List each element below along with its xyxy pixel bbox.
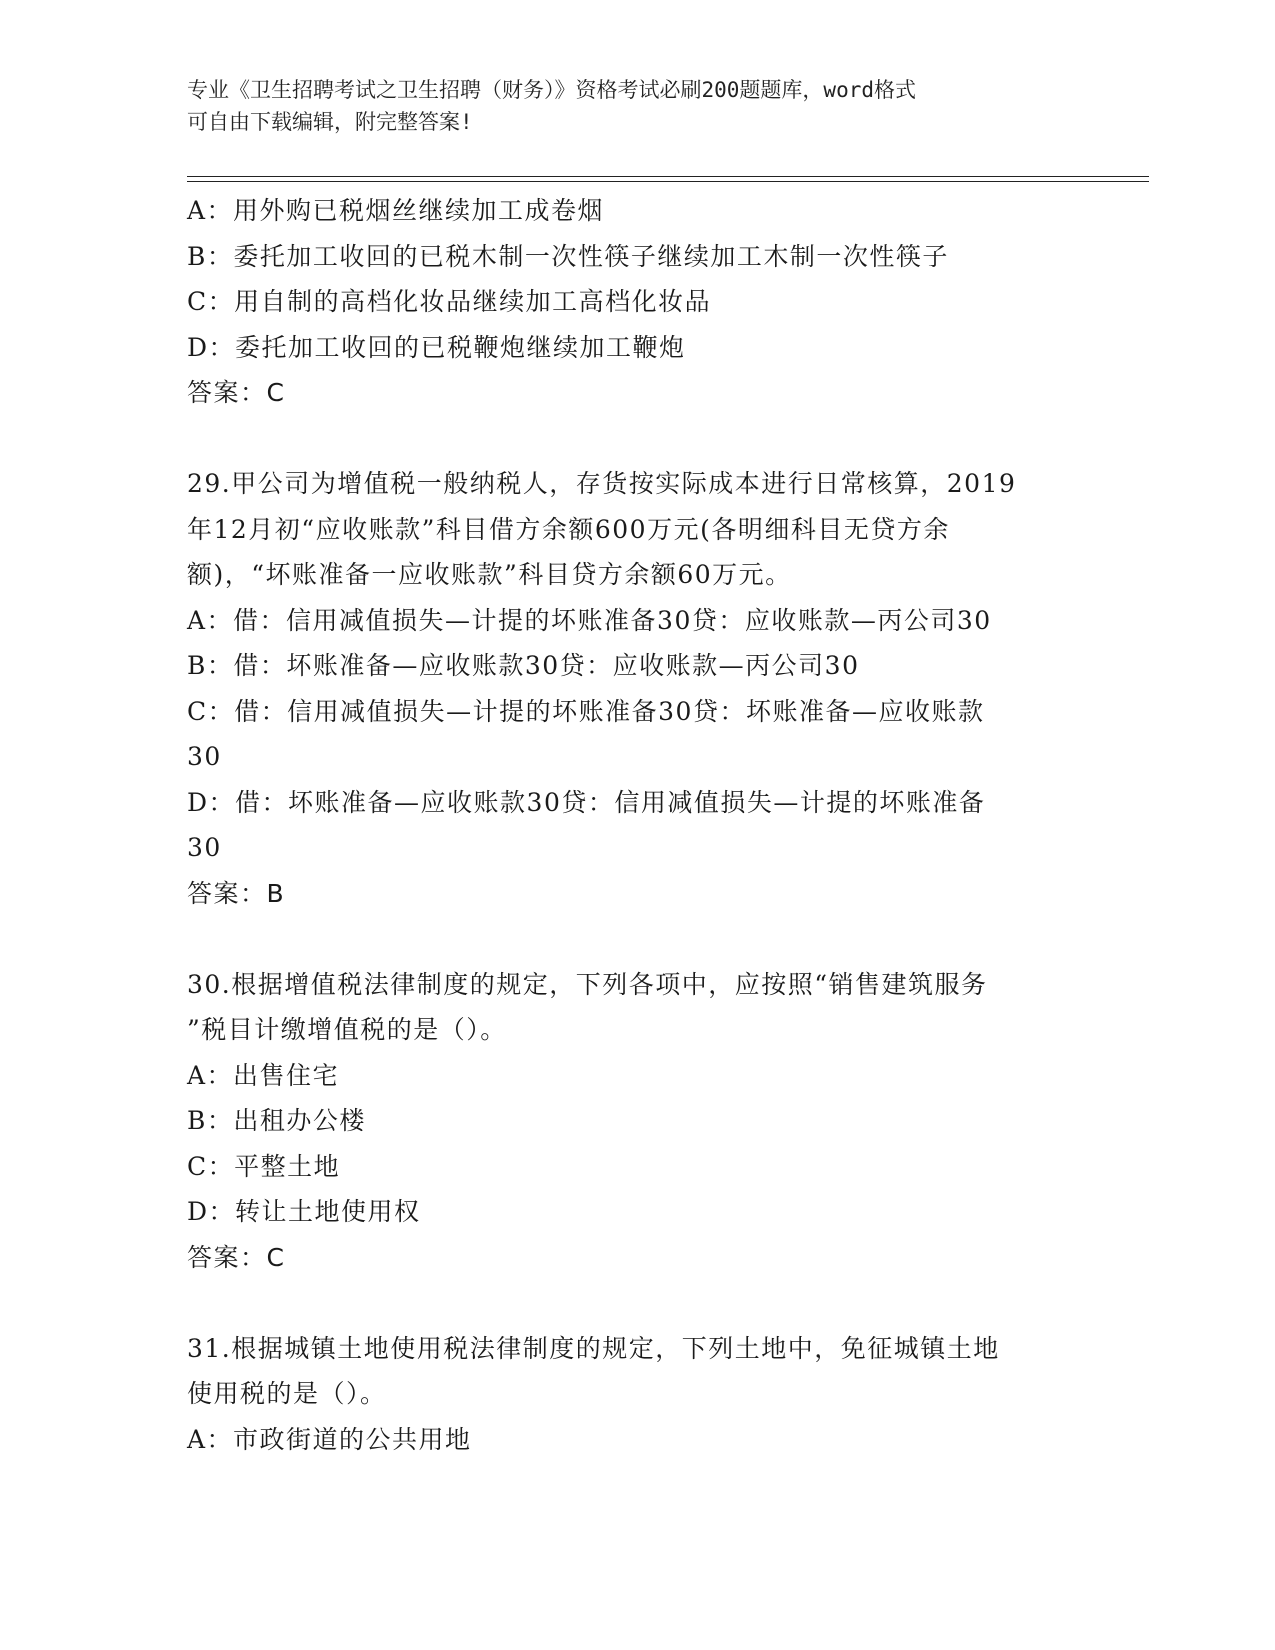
option-a: A：市政街道的公共用地 xyxy=(187,1424,472,1454)
question-31 xyxy=(187,1326,1087,1463)
question-30 xyxy=(187,962,1087,1281)
option-d: D：委托加工收回的已税鞭炮继续加工鞭炮 xyxy=(187,332,686,362)
spacer xyxy=(187,1280,1087,1326)
option-d-continued: 30 xyxy=(187,833,222,862)
question-stem: 使用税的是（）。 xyxy=(187,1379,387,1408)
option-a: A：借：信用减值损失—计提的坏账准备30贷：应收账款—丙公司30 xyxy=(187,605,992,635)
question-28 xyxy=(187,188,1087,416)
question-stem: 年12月初“应收账款”科目借方余额600万元(各明细科目无贷方余 xyxy=(187,514,950,544)
spacer xyxy=(187,916,1087,962)
option-b: B：借：坏账准备—应收账款30贷：应收账款—丙公司30 xyxy=(187,651,860,680)
header-rule-bottom xyxy=(187,181,1149,182)
option-d: D：转让土地使用权 xyxy=(187,1197,421,1226)
option-c: C：借：信用减值损失—计提的坏账准备30贷：坏账准备—应收账款 xyxy=(187,696,985,726)
option-c: C：平整土地 xyxy=(187,1151,341,1181)
question-stem: 30.根据增值税法律制度的规定，下列各项中，应按照“销售建筑服务 xyxy=(187,969,988,999)
option-d: D：借：坏账准备—应收账款30贷：信用减值损失—计提的坏账准备 xyxy=(187,787,986,817)
option-c: C：用自制的高档化妆品继续加工高档化妆品 xyxy=(187,287,712,316)
option-c-continued: 30 xyxy=(187,742,222,771)
header-line-2: 可自由下载编辑，附完整答案! xyxy=(187,110,473,134)
question-stem: 31.根据城镇土地使用税法律制度的规定，下列土地中，免征城镇土地 xyxy=(187,1333,1000,1363)
option-b: B：出租办公楼 xyxy=(187,1106,366,1135)
document-header xyxy=(187,74,1067,138)
question-stem: 29.甲公司为增值税一般纳税人，存货按实际成本进行日常核算，2019 xyxy=(187,469,1017,498)
question-29 xyxy=(187,461,1087,916)
answer: 答案：C xyxy=(187,378,286,407)
option-a: A：用外购已税烟丝继续加工成卷烟 xyxy=(187,196,605,225)
question-stem: ”税目计缴增值税的是（）。 xyxy=(187,1015,507,1044)
answer: 答案：B xyxy=(187,878,286,908)
header-line-1: 专业《卫生招聘考试之卫生招聘（财务）》资格考试必刷200题题库，word格式 xyxy=(187,78,916,102)
question-stem: 额)，“坏账准备一应收账款”科目贷方余额60万元。 xyxy=(187,560,792,589)
header-rule-top xyxy=(187,176,1149,177)
option-a: A：出售住宅 xyxy=(187,1060,340,1090)
option-b: B：委托加工收回的已税木制一次性筷子继续加工木制一次性筷子 xyxy=(187,241,949,271)
spacer xyxy=(187,416,1087,462)
document-body xyxy=(187,188,1087,1462)
answer: 答案：C xyxy=(187,1242,286,1272)
